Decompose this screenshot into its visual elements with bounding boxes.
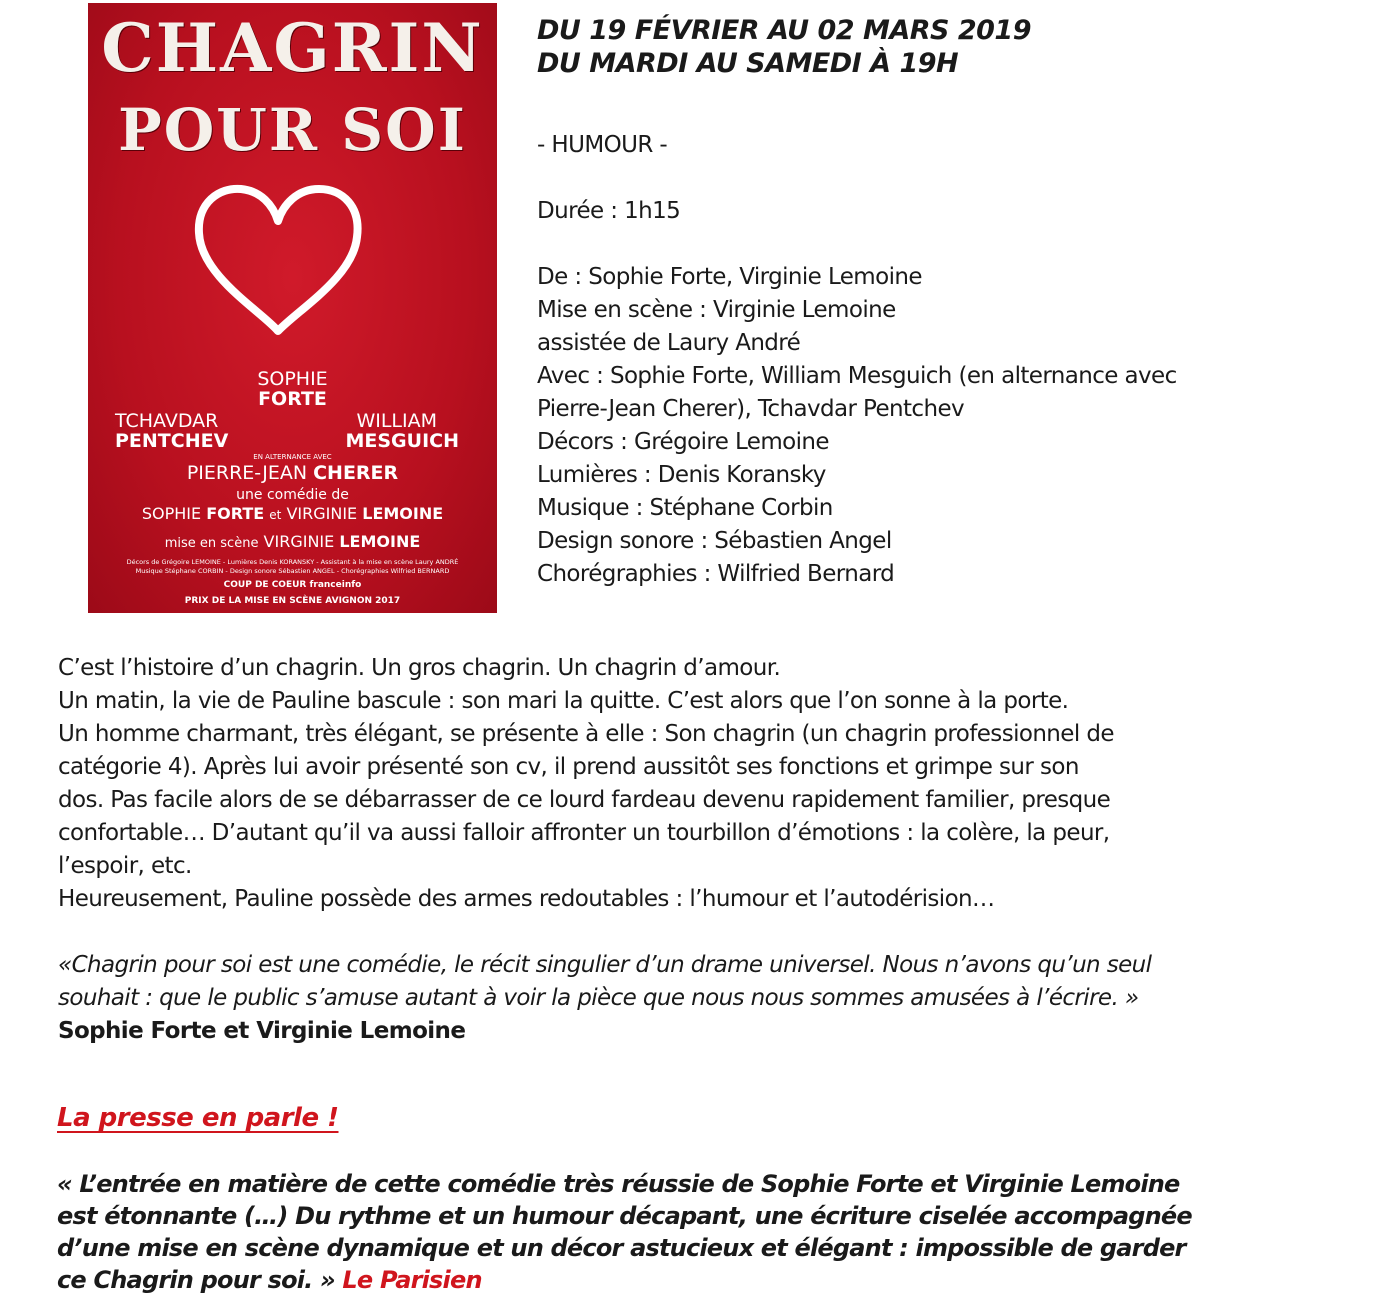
poster-director [88,534,497,550]
credit-line: Pierre-Jean Cherer), Tchavdar Pentchev [537,396,965,422]
authors-quote [58,949,1348,1048]
poster-director-last: LEMOINE [339,532,421,551]
synopsis-line: confortable… D’autant qu’il va aussi falloir affronter un tourbillon d’émotions : la colère, la peur, [58,820,1110,846]
poster-actor4-last: CHERER [313,462,399,484]
poster-author2-first: VIRGINIE [286,504,358,523]
press-quote-line: « L’entrée en matière de cette comédie très réussie de Sophie Forte et Virginie Lemoine [57,1170,1180,1198]
press-quote-line: d’une mise en scène dynamique et un décor astucieux et élégant : impossible de garder [57,1234,1186,1262]
schedule [537,14,1031,80]
schedule-dates: DU 19 FÉVRIER AU 02 MARS 2019 [537,15,1031,46]
poster-credits-line2: Musique Stéphane CORBIN - Design sonore Sébastien ANGEL - Chorégraphies Wilfried BERNARD [135,567,450,575]
synopsis-line: dos. Pas facile alors de se débarrasser de ce lourd fardeau devenu rapidement familier, presque [58,787,1111,813]
synopsis [58,652,1348,916]
press-quote-line: est étonnante (…) Du rythme et un humour décapant, une écriture ciselée accompagnée [57,1202,1192,1230]
credit-line: Avec : Sophie Forte, William Mesguich (en alternance avec [537,363,1177,389]
credits-list [537,261,1177,591]
credit-line: assistée de Laury André [537,330,801,356]
poster-actor4 [88,464,497,483]
synopsis-line: Heureusement, Pauline possède des armes redoutables : l’humour et l’autodérision… [58,886,995,912]
poster-authors [88,506,497,522]
quote-line: «Chagrin pour soi est une comédie, le récit singulier d’un drame universel. Nous n’avons qu’un seul [58,952,1152,978]
poster-author1-last: FORTE [206,504,265,523]
poster-actor3-first: WILLIAM [356,410,437,432]
credit-line: Mise en scène : Virginie Lemoine [537,297,896,323]
poster-actor2-first: TCHAVDAR [115,410,219,432]
poster-award2: PRIX DE LA MISE EN SCÈNE AVIGNON 2017 [184,596,401,606]
synopsis-line: C’est l’histoire d’un chagrin. Un gros chagrin. Un chagrin d’amour. [58,655,781,681]
synopsis-line: Un matin, la vie de Pauline bascule : son mari la quitte. C’est alors que l’on sonne à la porte. [58,688,1069,714]
press-quote-last [57,1264,1192,1296]
duration-label: Durée : 1h15 [537,198,681,224]
poster-actor3-last: MESGUICH [345,430,459,452]
credit-line: Design sonore : Sébastien Angel [537,528,892,554]
poster-author2-last: LEMOINE [362,504,444,523]
poster-comedy-line: une comédie de [236,487,349,503]
synopsis-line: catégorie 4). Après lui avoir présenté son cv, il prend aussitôt ses fonctions et grimpe sur son [58,754,1079,780]
quote-line: souhait : que le public s’amuse autant à voir la pièce que nous nous sommes amusées à l’écrire. » [58,985,1139,1011]
press-heading: La presse en parle ! [57,1103,339,1133]
schedule-days: DU MARDI AU SAMEDI À 19H [537,48,959,79]
poster-actor1-last: FORTE [258,388,327,410]
poster-award1: COUP DE COEUR franceinfo [223,580,362,590]
poster-author-joiner: et [269,508,282,522]
credit-line: Musique : Stéphane Corbin [537,495,833,521]
poster-alternance: EN ALTERNANCE AVEC [253,453,332,461]
show-poster [88,3,497,613]
synopsis-line: Un homme charmant, très élégant, se présente à elle : Son chagrin (un chagrin professionnel de [58,721,1114,747]
poster-actor4-first: PIERRE-JEAN [186,462,308,484]
poster-title-line2: POUR SOI [118,96,467,164]
poster-credits-line1: Décors de Grégoire LEMOINE - Lumières Denis KORANSKY - Assistant à la mise en scène Laury ANDRÉ [126,558,459,566]
credit-line: De : Sophie Forte, Virginie Lemoine [537,264,922,290]
synopsis-line: l’espoir, etc. [58,853,192,879]
poster-actor2-last: PENTCHEV [115,430,229,452]
press-source: Le Parisien [342,1266,482,1294]
poster-actor1-first: SOPHIE [257,368,328,390]
genre-label: - HUMOUR - [537,132,668,158]
heart-icon [191,181,366,343]
credit-line: Décors : Grégoire Lemoine [537,429,829,455]
press-quote [57,1168,1192,1296]
poster-director-prefix: mise en scène [164,536,259,551]
poster-title-line1: CHAGRIN [101,9,484,87]
quote-author: Sophie Forte et Virginie Lemoine [58,1018,466,1044]
press-quote-line: ce Chagrin pour soi. » [57,1266,335,1294]
credit-line: Chorégraphies : Wilfried Bernard [537,561,895,587]
credit-line: Lumières : Denis Koransky [537,462,826,488]
poster-director-first: VIRGINIE [263,532,335,551]
poster-author1-first: SOPHIE [141,504,202,523]
